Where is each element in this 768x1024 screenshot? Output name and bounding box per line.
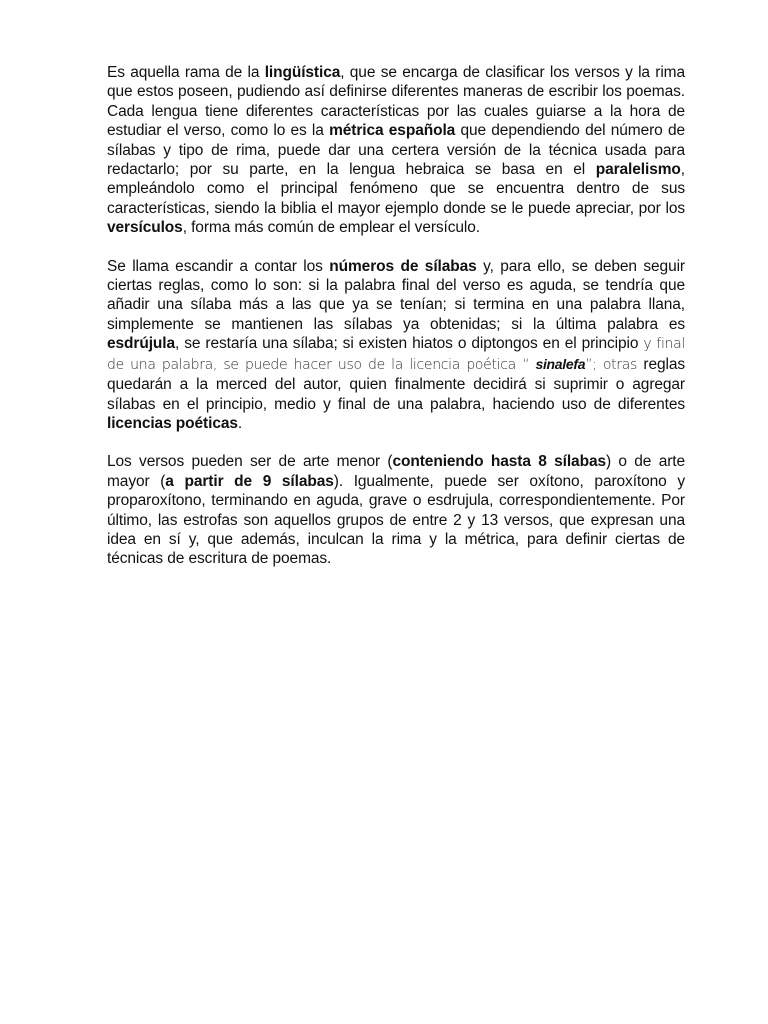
bold-term-paralelismo: paralelismo [595,161,681,179]
paragraph-escandir [107,257,685,434]
text-run: . [237,414,243,432]
bold-term-licencias-poeticas: licencias poéticas [107,414,238,432]
paragraph-arte-menor-mayor [107,452,685,568]
bold-term-numeros-de-silabas: números de sílabas [329,257,477,275]
bold-term-esdrujula: esdrújula [107,335,176,353]
document-body [107,63,685,588]
paragraph-metrica-definition [107,63,685,238]
text-run: reglas quedarán a la merced del autor, quien finalmente decidirá si suprimir o agregar sílabas en el principio, medio y final de una palabra, haciendo uso de diferentes [107,355,685,413]
text-run: y, para ello, se deben seguir ciertas reglas, como lo son: si la palabra final del verso es aguda, se tendría que añadir una sílaba más a las que ya se tenían; si termina en una palabra llana, simplemente se mantienen las sílabas ya obtenidas; si la última palabra es [107,257,685,333]
text-run: ) o de arte mayor ( [107,453,686,490]
text-run: , forma más común de emplear el versículo. [182,219,480,237]
text-run: , empleándolo como el principal fenómeno que se encuentra dentro de sus características, siendo la biblia el mayor ejemplo donde se le puede apreciar, por los [107,161,685,217]
bold-italic-term-sinalefa: sinalefa [535,355,586,372]
text-run: ”; otras [585,356,638,373]
bold-term-metrica-espanola: métrica española [329,122,456,140]
text-run: Es aquella rama de la [107,64,265,81]
text-run: ). Igualmente, puede ser oxítono, paroxítono y proparoxítono, terminando en aguda, grave o esdrujula, correspondientemente. Por último, las estrofas son aquellos grupos de entre 2 y 13 versos, que expresan una idea en sí y, que además, inculcan la rima y la métrica, para definir ciertas de técnicas de escritura de poemas. [107,472,685,568]
text-run: que dependiendo del número de sílabas y tipo de rima, puede dar una certera versión de la técnica usada para redactarlo; por su parte, en la lengua hebraica se basa en el [107,122,685,179]
bold-term-versiculos: versículos [107,219,183,237]
text-run: , que se encarga de clasificar los versos y la rima que estos poseen, pudiendo así definirse diferentes maneras de escribir los poemas. Cada lengua tiene diferentes características por las cuales guiarse a la hora de estudiar el verso, como lo es la [107,64,686,140]
text-run: Se llama escandir a contar los [107,257,330,275]
bold-term-hasta-8-silabas: conteniendo hasta 8 sílabas [392,453,606,471]
text-run: Los versos pueden ser de arte menor ( [107,453,393,471]
bold-term-linguistica: lingüística [264,64,341,81]
text-run: y final de una palabra, se puede hacer uso de la licencia poética “ [107,336,685,373]
text-run: , se restaría una sílaba; si existen hiatos o diptongos en el principio [175,335,644,353]
bold-term-a-partir-de-9-silabas: a partir de 9 sílabas [165,472,334,490]
